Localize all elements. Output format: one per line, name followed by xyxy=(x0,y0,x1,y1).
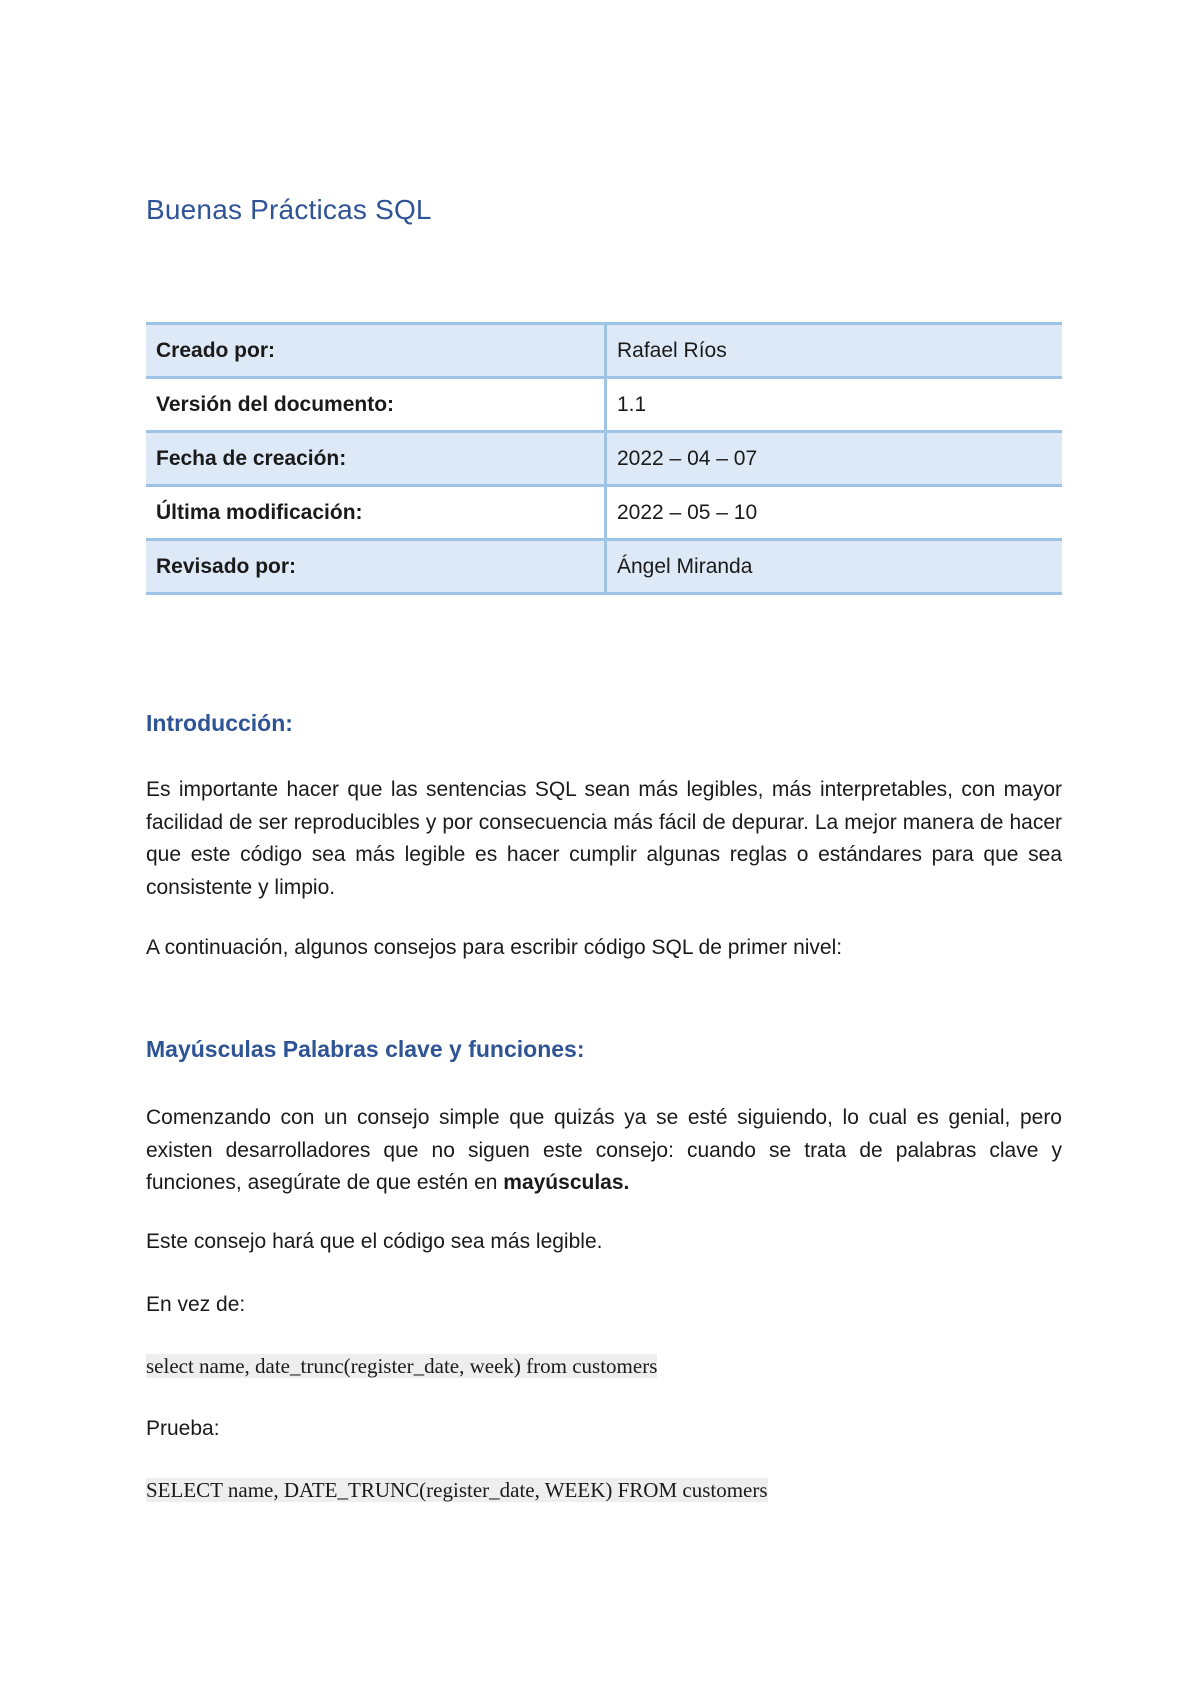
code-after-text: SELECT name, DATE_TRUNC(register_date, WEEK) FROM customers xyxy=(146,1478,768,1502)
metadata-value: Ángel Miranda xyxy=(606,540,1063,594)
metadata-key: Fecha de creación: xyxy=(146,432,606,486)
metadata-table xyxy=(146,322,1062,595)
metadata-row-created xyxy=(146,432,1062,486)
uppercase-emphasis: mayúsculas. xyxy=(503,1171,630,1194)
metadata-key: Última modificación: xyxy=(146,486,606,540)
uppercase-heading: Mayúsculas Palabras clave y funciones: xyxy=(146,1036,585,1062)
metadata-row-version xyxy=(146,378,1062,432)
metadata-key: Revisado por: xyxy=(146,540,606,594)
metadata-value: 2022 – 05 – 10 xyxy=(606,486,1063,540)
uppercase-paragraph xyxy=(146,1102,1062,1200)
metadata-row-reviewer xyxy=(146,540,1062,594)
code-example-before xyxy=(146,1352,657,1380)
code-example-after xyxy=(146,1476,768,1504)
readability-paragraph: Este consejo hará que el código sea más legible. xyxy=(146,1230,603,1253)
instead-label: En vez de: xyxy=(146,1293,246,1316)
metadata-value: Rafael Ríos xyxy=(606,324,1063,378)
uppercase-paragraph-text: Comenzando con un consejo simple que quizás ya se esté siguiendo, lo cual es genial, pero existen desarrolladores que no siguen este consejo: cuando se trata de palabras clave y funciones, asegúrate de que estén en xyxy=(146,1106,1062,1194)
metadata-key: Creado por: xyxy=(146,324,606,378)
metadata-value: 1.1 xyxy=(606,378,1063,432)
intro-paragraph: Es importante hacer que las sentencias SQL sean más legibles, más interpretables, con mayor facilidad de ser reproducibles y por consecuencia más fácil de depurar. La mejor manera de hacer que este código sea más legible es hacer cumplir algunas reglas o estándares para que sea consistente y limpio. xyxy=(146,778,1062,899)
intro-lead-paragraph: A continuación, algunos consejos para escribir código SQL de primer nivel: xyxy=(146,936,843,959)
intro-heading: Introducción: xyxy=(146,710,293,736)
code-before-text: select name, date_trunc(register_date, week) from customers xyxy=(146,1354,658,1378)
metadata-row-author xyxy=(146,324,1062,378)
try-label: Prueba: xyxy=(146,1417,220,1440)
metadata-key: Versión del documento: xyxy=(146,378,606,432)
metadata-value: 2022 – 04 – 07 xyxy=(606,432,1063,486)
document-title: Buenas Prácticas SQL xyxy=(146,194,432,225)
metadata-row-modified xyxy=(146,486,1062,540)
